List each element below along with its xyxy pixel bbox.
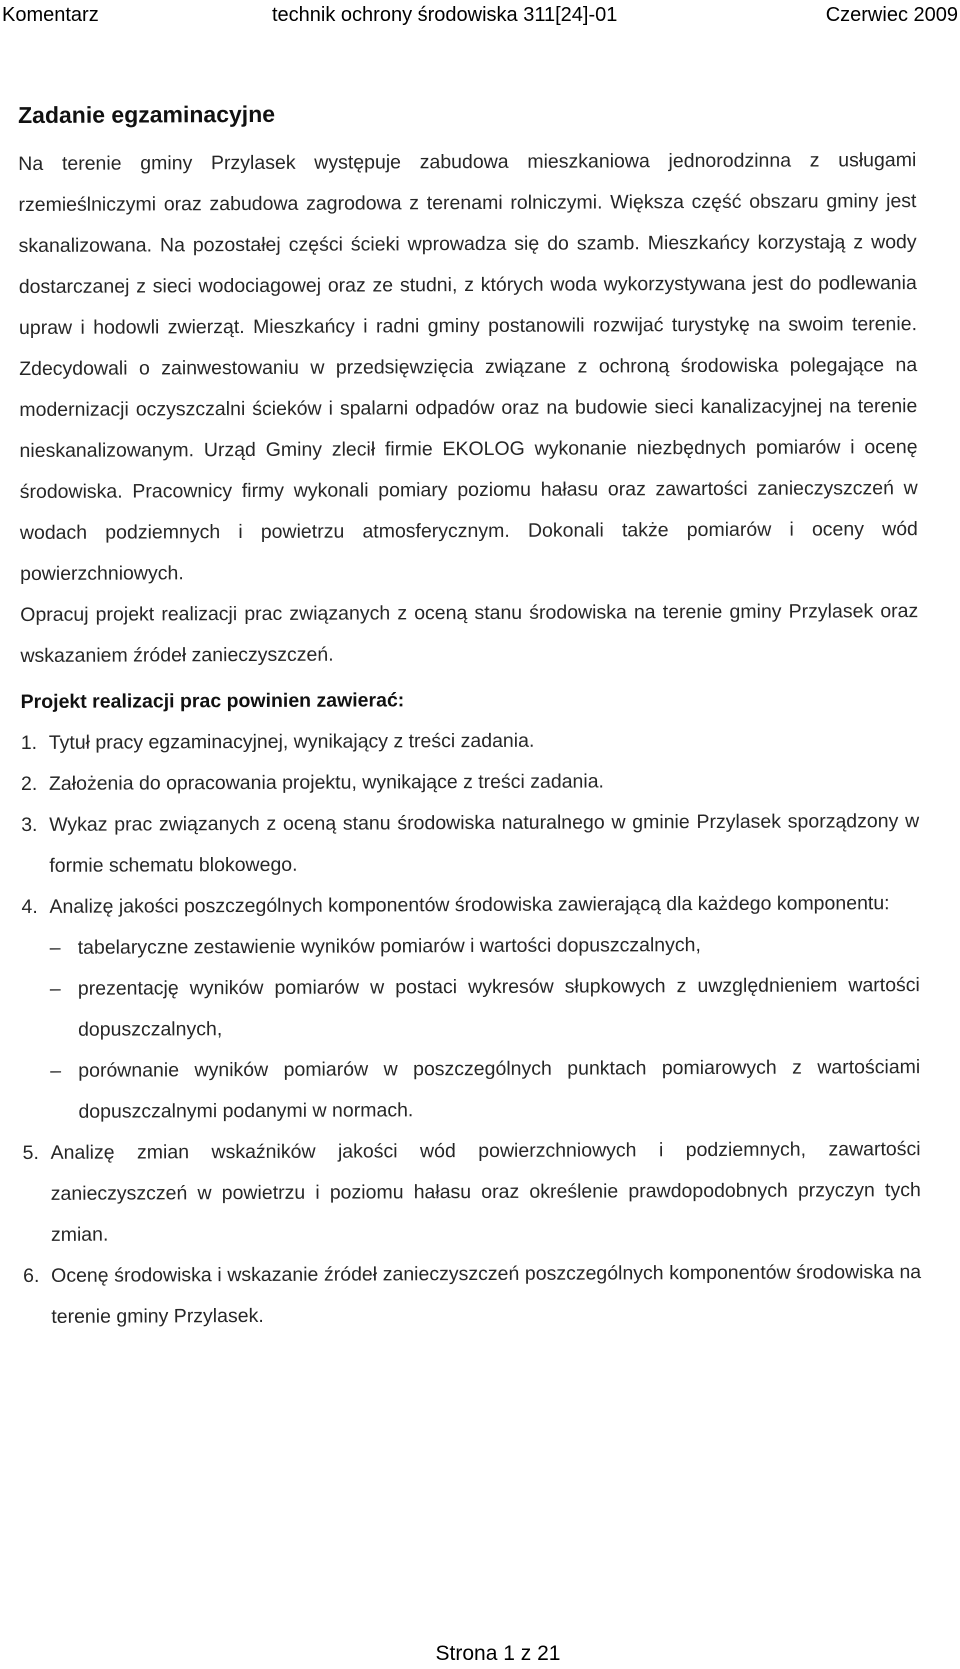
header-exam-code: technik ochrony środowiska 311[24]-01 <box>272 4 618 26</box>
list-item-text: Analizę zmian wskaźników jakości wód powierzchniowych i podziemnych, zawartości zanieczyszczeń w powietrzu i poziomu hałasu oraz określenie prawdopodobnych przyczyn tych zmian. <box>50 1138 921 1246</box>
list-item <box>21 719 919 764</box>
list-item-text: Założenia do opracowania projektu, wynikające z treści zadania. <box>48 770 605 795</box>
document-body <box>18 96 921 1338</box>
list-item-number: 4. <box>21 895 38 918</box>
sublist-item-text: prezentację wyników pomiarów w postaci wykresów słupkowych z uwzględnieniem wartości dopuszczalnych, <box>77 974 920 1041</box>
list-item <box>21 883 920 1133</box>
page-footer <box>0 1640 960 1668</box>
list-item-number: 2. <box>20 772 38 795</box>
dash-bullet: – <box>49 977 61 1000</box>
page-header <box>0 2 960 28</box>
task-title: Zadanie egzaminacyjne <box>18 100 276 128</box>
list-item-number: 5. <box>22 1141 39 1164</box>
header-date: Czerwiec 2009 <box>825 4 958 26</box>
sublist-item <box>50 965 920 1051</box>
sublist-item <box>50 924 920 969</box>
analysis-sublist <box>50 924 921 1133</box>
list-item <box>23 1129 922 1256</box>
list-item-number: 3. <box>21 813 38 836</box>
dash-bullet: – <box>50 1059 62 1082</box>
project-requirements-list <box>21 719 922 1338</box>
list-item <box>21 760 919 805</box>
task-description: Na terenie gminy Przylasek występuje zabudowa mieszkaniowa jednorodzinna z usługami rzemieślniczymi oraz zabudowa zagrodowa z terenami rolniczymi. Większa część obszaru gminy jest skanalizowana. Na pozostałej części ścieki wprowadza się do szamb. Mieszkańcy korzystają z wody dostarczanej z sieci wodociagowej oraz ze studni, z których woda wykorzystywana jest do podlewania upraw i hodowli zwierząt. Mieszkańcy i radni gminy postanowili rozwijać turystykę na swoim terenie. Zdecydowali o zainwestowaniu w przedsięwzięcia związane z ochroną środowiska polegające na modernizacji oczyszczalni ścieków i spalarni odpadów oraz na budowie sieci kanalizacyjnej na terenie nieskanalizowanym. Urząd Gminy zlecił firmie EKOLOG wykonanie niezbędnych pomiarów i ocenę środowiska. Pracownicy firmy wykonali pomiary poziomu hałasu oraz zawartości zanieczyszczeń w wodach podziemnych i powietrzu atmosferycznym. Dokonali także pomiarów i oceny wód powierzchniowych. <box>18 149 918 585</box>
list-item-text: Ocenę środowiska i wskazanie źródeł zanieczyszczeń poszczególnych komponentów środowiska na terenie gminy Przylasek. <box>51 1261 922 1328</box>
list-item-number: 6. <box>23 1264 40 1287</box>
project-heading: Projekt realizacji prac powinien zawierać: <box>20 689 405 713</box>
task-instruction: Opracuj projekt realizacji prac związanych z oceną stanu środowiska na terenie gminy Przylasek oraz wskazaniem źródeł zanieczyszczeń. <box>20 600 919 667</box>
sublist-item <box>50 1047 920 1133</box>
list-item-text: Tytuł pracy egzaminacyjnej, wynikający z treści zadania. <box>48 729 535 754</box>
list-item-number: 1. <box>20 731 38 754</box>
list-item-text: Analizę jakości poszczególnych komponentów środowiska zawierającą dla każdego komponentu: <box>49 892 890 918</box>
sublist-item-text: porównanie wyników pomiarów w poszczególnych punktach pomiarowych z wartościami dopuszczalnymi podanymi w normach. <box>78 1056 921 1123</box>
list-item-text: Wykaz prac związanych z oceną stanu środowiska naturalnego w gminie Przylasek sporządzony w formie schematu blokowego. <box>49 810 920 877</box>
list-item <box>21 801 919 887</box>
header-document-type: Komentarz <box>2 4 99 26</box>
list-item <box>23 1252 921 1338</box>
sublist-item-text: tabelaryczne zestawienie wyników pomiarów i wartości dopuszczalnych, <box>77 934 701 959</box>
page-number: Strona 1 z 21 <box>435 1642 561 1665</box>
dash-bullet: – <box>49 936 61 959</box>
